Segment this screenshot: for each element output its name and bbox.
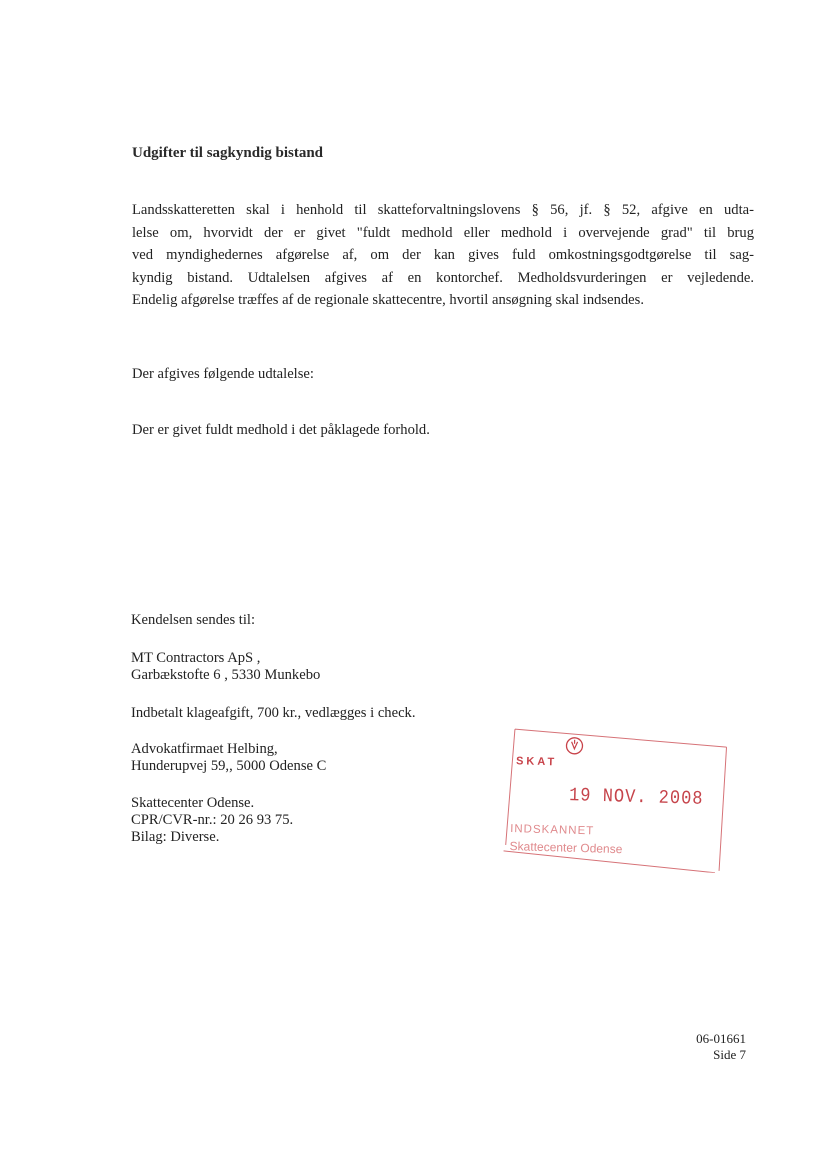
recipient-advokatfirma xyxy=(131,741,326,775)
fee-note: Indbetalt klageafgift, 700 kr., vedlægges i check. xyxy=(131,705,416,721)
paragraph-line: lelse om, hvorvidt der er givet "fuldt medhold eller medhold i overvejende grad" til brug xyxy=(132,224,754,241)
recipient-name: MT Contractors ApS , xyxy=(131,650,261,666)
page-footer xyxy=(696,1031,746,1063)
recipient-cpr: CPR/CVR-nr.: 20 26 93 75. xyxy=(131,812,294,828)
case-number: 06-01661 xyxy=(696,1031,746,1046)
statement: Der er givet fuldt medhold i det påklagede forhold. xyxy=(132,422,430,438)
recipients-heading: Kendelsen sendes til: xyxy=(131,612,256,628)
crown-icon xyxy=(564,736,585,757)
recipient-name: Advokatfirmaet Helbing, xyxy=(131,741,278,757)
stamp-brand: SKAT xyxy=(515,755,558,769)
paragraph-line: ved myndighedernes afgørelse af, om der kan gives fuld omkostningsgodtgørelse til sag- xyxy=(132,247,754,263)
stamp-label: INDSKANNET xyxy=(509,823,595,838)
recipient-name: Skattecenter Odense. xyxy=(131,795,255,811)
received-stamp xyxy=(503,727,729,873)
statement-intro: Der afgives følgende udtalelse: xyxy=(132,366,314,382)
paragraph-line: Landsskatteretten skal i henhold til skatteforvaltningslovens § 56, jf. § 52, afgive en udta- xyxy=(132,202,754,218)
section-heading: Udgifter til sagkyndig bistand xyxy=(132,145,324,161)
page-number: Side 7 xyxy=(713,1047,746,1062)
recipient-mt-contractors xyxy=(131,650,320,684)
recipient-skattecenter xyxy=(131,795,293,846)
recipient-address: Hunderupvej 59,, 5000 Odense C xyxy=(131,758,327,774)
body-paragraph xyxy=(132,199,754,312)
paragraph-line: Endelig afgørelse træffes af de regionale skattecentre, hvortil ansøgning skal indsendes. xyxy=(132,292,644,308)
recipient-address: Garbækstofte 6 , 5330 Munkebo xyxy=(131,667,321,683)
recipient-bilag: Bilag: Diverse. xyxy=(131,829,220,845)
stamp-date: 19 NOV. 2008 xyxy=(568,785,704,811)
stamp-office: Skattecenter Odense xyxy=(509,839,623,857)
paragraph-line: kyndig bistand. Udtalelsen afgives af en kontorchef. Medholdsvurderingen er vejledende. xyxy=(132,269,754,286)
